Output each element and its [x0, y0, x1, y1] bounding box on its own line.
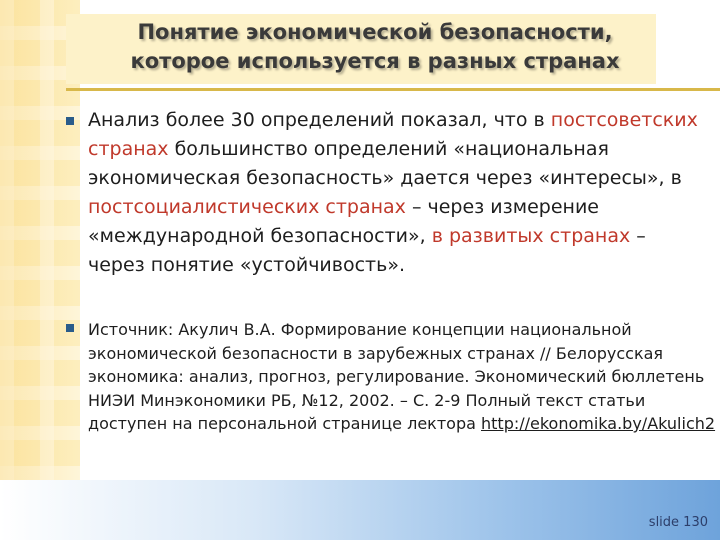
bullet-1-part-2: большинство определений «национальная экономическая безопасность» дается через «интересы», в: [88, 138, 682, 189]
bullet-1-text: [88, 106, 708, 280]
slide-title: [70, 18, 680, 76]
highlight-developed: в развитых странах: [431, 225, 631, 247]
title-divider: [66, 88, 720, 91]
title-line-1: Понятие экономической безопасности,: [137, 20, 613, 44]
source-text: Источник: Акулич В.А. Формирование концепции национальной экономической безопасности в зарубежных странах // Белорусская экономика: анализ, прогноз, регулирование. Экономический бюллетень НИЭИ Минэкономики РБ, №12, 2002. – С. 2-9 Полный текст статьи доступен на персональной странице лектора: [88, 320, 705, 433]
lecturer-page-link[interactable]: http://ekonomika.by/Akulich2: [481, 414, 716, 433]
bullet-square-icon: [66, 117, 74, 125]
highlight-post-soviet: постсоветских странах: [88, 109, 698, 160]
highlight-post-socialist: постсоциалистических странах: [88, 196, 406, 218]
bullet-1-part-1: Анализ более 30 определений показал, что в: [88, 109, 551, 131]
bullet-2-text: [88, 318, 716, 436]
bullet-square-icon: [66, 324, 74, 332]
bullet-1-part-4: – через понятие «устойчивость».: [88, 225, 646, 276]
title-line-2: которое используется в разных странах: [130, 49, 620, 73]
bottom-gradient-band: [0, 480, 720, 540]
bullet-1-part-3: – через измерение «международной безопасности»,: [88, 196, 599, 247]
slide-number: slide 130: [648, 515, 708, 530]
